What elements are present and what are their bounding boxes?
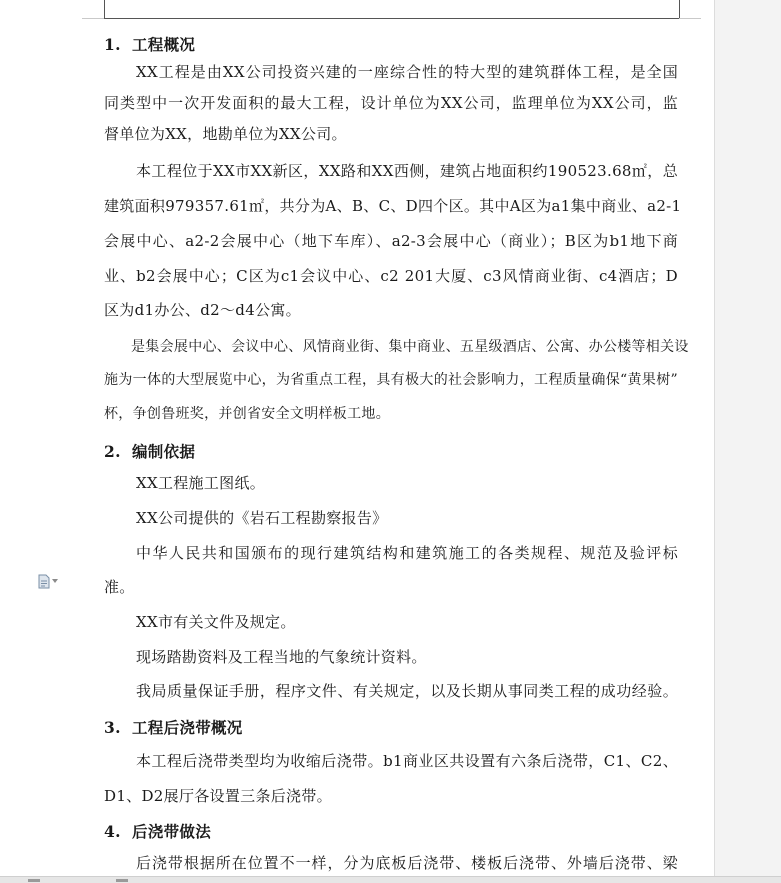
paragraph-layout-button[interactable] bbox=[38, 573, 62, 589]
margin-corner-mark-left bbox=[82, 18, 104, 19]
paragraph-line: 施为一体的大型展览中心，为省重点工程，具有极大的社会影响力，工程质量确保“黄果树” bbox=[104, 372, 678, 388]
section-title: 后浇带做法 bbox=[132, 822, 212, 841]
section-heading-2 bbox=[104, 440, 195, 462]
paragraph-line: 同类型中一次开发面积的最大工程，设计单位为XX公司，监理单位为XX公司，监 bbox=[104, 94, 678, 112]
paragraph-line: 督单位为XX，地勘单位为XX公司。 bbox=[104, 125, 347, 143]
paragraph-line: 会展中心、a2-2会展中心（地下车库）、a2-3会展中心（商业）；B区为b1地下商 bbox=[104, 232, 678, 250]
section-heading-1 bbox=[104, 33, 195, 55]
paragraph-line: XX工程施工图纸。 bbox=[136, 474, 266, 492]
section-heading-4 bbox=[104, 820, 211, 842]
right-gutter bbox=[714, 0, 781, 882]
margin-corner-mark-right bbox=[679, 18, 701, 19]
chevron-down-icon bbox=[52, 579, 58, 583]
page-header-frame bbox=[104, 0, 680, 19]
paragraph-line: 建筑面积979357.61㎡，共分为A、B、C、D四个区。其中A区为a1集中商业、a2-1 bbox=[104, 197, 682, 215]
section-title: 工程概况 bbox=[132, 35, 196, 54]
paragraph-line: 中华人民共和国颁布的现行建筑结构和建筑施工的各类规程、规范及验评标 bbox=[136, 544, 678, 562]
paragraph-line: 本工程位于XX市XX新区，XX路和XX西侧，建筑占地面积约190523.68㎡，总 bbox=[136, 162, 678, 180]
paragraph-line: XX市有关文件及规定。 bbox=[136, 613, 296, 631]
document-icon bbox=[38, 574, 50, 589]
paragraph-line: 我局质量保证手册，程序文件、有关规定，以及长期从事同类工程的成功经验。 bbox=[136, 682, 678, 700]
section-number: 4. bbox=[104, 822, 121, 841]
section-title: 编制依据 bbox=[132, 442, 196, 461]
paragraph-line: 是集会展中心、会议中心、风情商业街、集中商业、五星级酒店、公寓、办公楼等相关设 bbox=[131, 339, 689, 355]
section-number: 2. bbox=[104, 442, 121, 461]
paragraph-line: 区为d1办公、d2～d4公寓。 bbox=[104, 301, 301, 319]
section-number: 1. bbox=[104, 35, 121, 54]
section-heading-3 bbox=[104, 716, 243, 738]
section-title: 工程后浇带概况 bbox=[132, 718, 243, 737]
paragraph-line: 准。 bbox=[104, 578, 135, 596]
paragraph-line: 后浇带根据所在位置不一样，分为底板后浇带、楼板后浇带、外墙后浇带、梁 bbox=[136, 854, 678, 872]
paragraph-line: D1、D2展厅各设置三条后浇带。 bbox=[104, 787, 332, 805]
section-number: 3. bbox=[104, 718, 121, 737]
paragraph-line: 现场踏勘资料及工程当地的气象统计资料。 bbox=[136, 648, 427, 666]
paragraph-line: 业、b2会展中心；C区为c1会议中心、c2 201大厦、c3风情商业街、c4酒店；D bbox=[104, 267, 678, 285]
paragraph-line: 杯，争创鲁班奖，并创省安全文明样板工地。 bbox=[104, 406, 390, 422]
paragraph-line: XX工程是由XX公司投资兴建的一座综合性的特大型的建筑群体工程，是全国 bbox=[136, 63, 678, 81]
paragraph-line: XX公司提供的《岩石工程勘察报告》 bbox=[136, 509, 388, 527]
paragraph-line: 本工程后浇带类型均为收缩后浇带。b1商业区共设置有六条后浇带，C1、C2、 bbox=[136, 752, 678, 770]
